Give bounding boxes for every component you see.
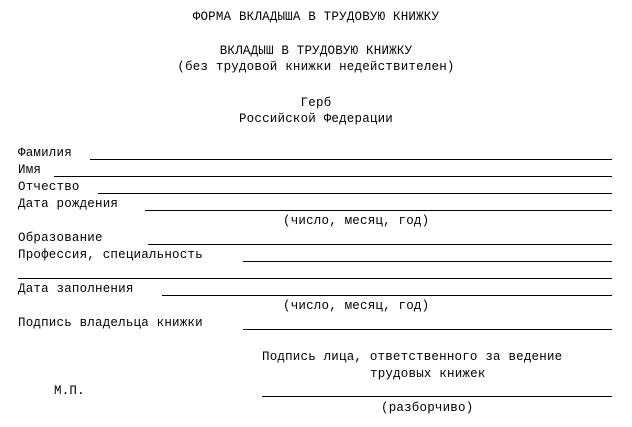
birth-date-label: Дата рождения: [18, 197, 119, 211]
name-label: Имя: [18, 163, 42, 177]
fill-date-hint: (число, месяц, год): [283, 299, 430, 313]
patronymic-label: Отчество: [18, 180, 80, 194]
fill-date-field[interactable]: [162, 295, 612, 296]
name-field[interactable]: [54, 176, 612, 177]
owner-signature-label: Подпись владельца книжки: [18, 316, 203, 330]
document-title: ВКЛАДЫШ В ТРУДОВУЮ КНИЖКУ: [219, 44, 413, 58]
emblem-country: Российской Федерации: [238, 112, 394, 126]
responsible-signature-label-cont: трудовых книжек: [370, 367, 486, 381]
surname-field[interactable]: [90, 159, 612, 160]
responsible-signature-label: Подпись лица, ответственного за ведение: [262, 350, 563, 364]
birth-date-field[interactable]: [145, 210, 612, 211]
birth-date-hint: (число, месяц, год): [283, 214, 430, 228]
education-label: Образование: [18, 231, 103, 245]
fill-date-label: Дата заполнения: [18, 282, 134, 296]
legible-hint: (разборчиво): [381, 401, 474, 415]
profession-field[interactable]: [243, 261, 612, 262]
form-title: ФОРМА ВКЛАДЫША В ТРУДОВУЮ КНИЖКУ: [192, 10, 440, 24]
profession-field-extra-line[interactable]: [18, 278, 612, 279]
education-field[interactable]: [148, 244, 612, 245]
owner-signature-field[interactable]: [243, 329, 612, 330]
responsible-signature-field[interactable]: [262, 396, 612, 397]
stamp-place-label: М.П.: [54, 384, 85, 398]
document-subtitle: (без трудовой книжки недействителен): [177, 60, 455, 74]
patronymic-field[interactable]: [98, 193, 612, 194]
surname-label: Фамилия: [18, 146, 72, 160]
profession-label: Профессия, специальность: [18, 248, 203, 262]
emblem-label: Герб: [300, 96, 332, 110]
